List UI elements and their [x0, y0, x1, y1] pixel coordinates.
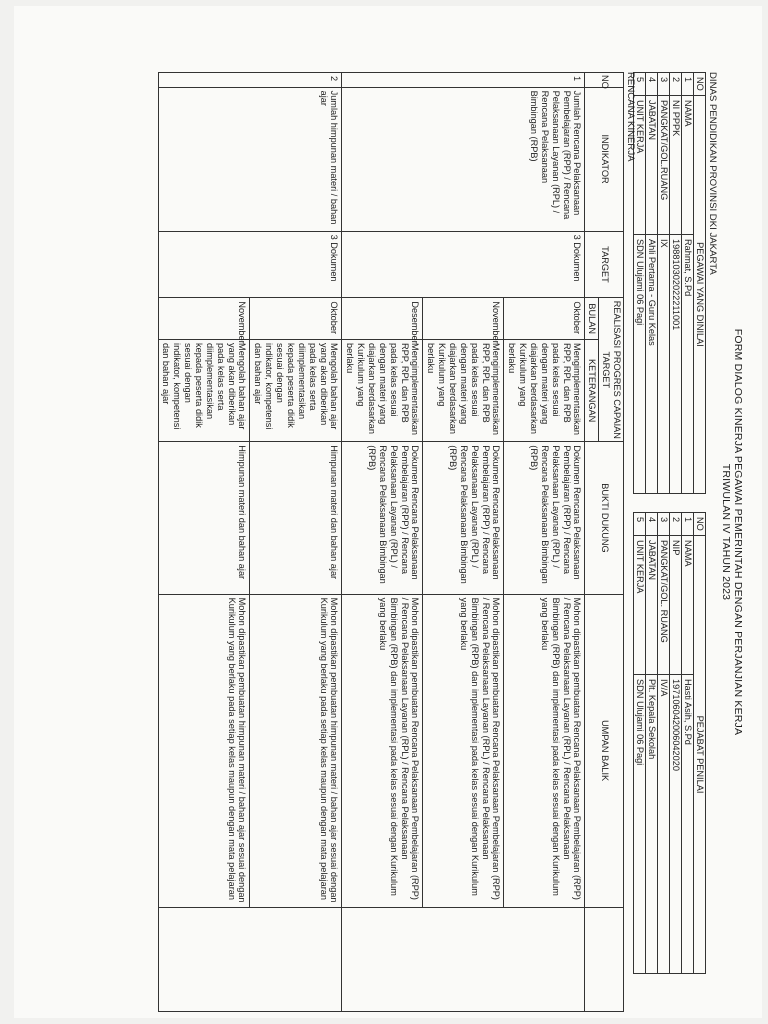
assessor-row-no: 3	[658, 513, 670, 536]
employee-row-no: 1	[682, 73, 694, 96]
row-bukti: Himpunan materi dan bahan ajar	[158, 442, 250, 594]
row-blank	[342, 907, 585, 1011]
employee-row-label: NAMA	[682, 96, 694, 235]
assessor-row-value: IV/A	[658, 675, 670, 974]
table-row	[504, 73, 585, 1012]
employee-row-value: 198810302022211001	[670, 235, 682, 494]
assessor-identity-table	[633, 512, 706, 974]
row-indikator: Jumlah himpunan materi / bahan ajar	[158, 87, 342, 231]
employee-row	[670, 73, 682, 494]
row-umpan: Mohon dipastikan pembuatan himpunan materi / bahan ajar sesuai dengan Kurikulum yang berlaku pada setiap kelas maupun dengan mata pelajaran	[250, 594, 342, 907]
employee-row-label: NI PPPK	[670, 96, 682, 235]
employee-row-no: 5	[634, 73, 646, 96]
agency-name: DINAS PENDIDIKAN PROVINSI DKI JAKARTA	[707, 72, 718, 275]
row-bukti: Himpunan materi dan bahan ajar	[250, 442, 342, 594]
rotated-form-page	[54, 52, 744, 1012]
assessor-row	[634, 513, 646, 974]
employee-row-no: 2	[670, 73, 682, 96]
assessor-row-label: JABATAN	[646, 536, 658, 675]
employee-row	[658, 73, 670, 494]
assessor-header-row	[694, 513, 706, 974]
assessor-row-label: PANGKAT/GOL. RUANG	[658, 536, 670, 675]
employee-header-no: NO	[694, 73, 706, 96]
assessor-row-no: 1	[682, 513, 694, 536]
scanned-paper	[14, 6, 762, 1018]
row-no: 2	[158, 73, 342, 88]
employee-row-value: Ahli Pertama - Guru Kelas	[646, 235, 658, 494]
row-umpan: Mohon dipastikan pembuatan Rencana Pelaksanaan Pembelajaran (RPP) / Rencana Pelaksanaan Layanan (RPL) / Rencana Pelaksanaan Bimbingan (RPB) dan implementasi pada kelas sesuai dengan Kurikulum yang berlaku	[504, 594, 585, 907]
section-title: RENCANA KINERJA	[625, 72, 636, 162]
row-keterangan: Mengimplementasikan RPP, RPL dan RPB pada kelas sesuai dengan materi yang diajarkan berdasarkan Kurikulum yang berlaku	[504, 340, 585, 442]
row-target: 3 Dokumen	[342, 231, 585, 298]
employee-row-label: PANGKAT/GOL.RUANG	[658, 96, 670, 235]
assessor-row	[658, 513, 670, 974]
assessor-row	[646, 513, 658, 974]
row-bukti: Dokumen Rencana Pelaksanaan Pembelajaran (RPP) / Rencana Pelaksanaan Layanan (RPL) / Rencana Pelaksanaan Bimbingan (RPB)	[504, 442, 585, 594]
row-bulan: Oktober	[504, 298, 585, 340]
form-title-line1: FORM DIALOG KINERJA PEGAWAI PEMERINTAH DENGAN PERJANJIAN KERJA	[732, 328, 744, 736]
row-keterangan: Mengimplementasikan RPP, RPL dan RPB pada kelas sesuai dengan materi yang diajarkan berdasarkan Kurikulum yang berlaku	[342, 340, 423, 442]
assessor-header: PEJABAT PENILAI	[694, 536, 706, 974]
assessor-row-value: SDN Ulujami 06 Pagi	[634, 675, 646, 974]
row-keterangan: Mengolah bahan ajar yang akan diberikan pada kelas serta diimplementasikan kepada peserta didik sesuai dengan indikator, kompetensi dan bahan ajar	[250, 340, 342, 442]
table-row	[250, 73, 342, 1012]
assessor-row-label: NAMA	[682, 536, 694, 675]
row-bulan: November	[423, 298, 504, 340]
form-title	[719, 52, 744, 1012]
employee-row	[682, 73, 694, 494]
performance-table	[158, 72, 624, 1012]
header-no: NO	[585, 73, 624, 88]
assessor-row-value: Hasti Asih, S.Pd	[682, 675, 694, 974]
employee-row-no: 4	[646, 73, 658, 96]
row-bukti: Dokumen Rencana Pelaksanaan Pembelajaran (RPP) / Rencana Pelaksanaan Layanan (RPL) / Rencana Pelaksanaan Bimbingan (RPB)	[423, 442, 504, 594]
row-keterangan: Mengimplementasikan RPP, RPL dan RPB pada kelas sesuai dengan materi yang diajarkan berdasarkan Kurikulum yang berlaku	[423, 340, 504, 442]
header-bulan: BULAN	[585, 298, 599, 340]
header-target: TARGET	[585, 231, 624, 298]
employee-row	[646, 73, 658, 494]
row-target: 3 Dokumen	[158, 231, 342, 298]
assessor-row-no: 2	[670, 513, 682, 536]
employee-row-value: SDN Ulujami 06 Pagi	[634, 235, 646, 494]
employee-header-row	[694, 73, 706, 494]
row-umpan: Mohon dipastikan pembuatan himpunan materi / bahan ajar sesuai dengan Kurikulum yang berlaku pada setiap kelas maupun dengan mata pelajaran	[158, 594, 250, 907]
assessor-header-no: NO	[694, 513, 706, 536]
employee-row-label: JABATAN	[646, 96, 658, 235]
assessor-row-label: NIP	[670, 536, 682, 675]
assessor-row-label: UNIT KERJA	[634, 536, 646, 675]
employee-row-value: Rahmat, S.Pd	[682, 235, 694, 494]
assessor-row-no: 5	[634, 513, 646, 536]
header-bukti: BUKTI DUKUNG	[585, 442, 624, 594]
row-no: 1	[342, 73, 585, 88]
row-umpan: Mohon dipastikan pembuatan Rencana Pelaksanaan Pembelajaran (RPP) / Rencana Pelaksanaan Layanan (RPL) / Rencana Pelaksanaan Bimbingan (RPB) dan implementasi pada kelas sesuai dengan Kurikulum yang berlaku	[423, 594, 504, 907]
assessor-row	[670, 513, 682, 974]
row-bukti: Dokumen Rencana Pelaksanaan Pembelajaran (RPP) / Rencana Pelaksanaan Layanan (RPL) / Rencana Pelaksanaan Bimbingan (RPB)	[342, 442, 423, 594]
header-keterangan: KETERANGAN	[585, 340, 599, 442]
assessor-row-value: 197106042006042020	[670, 675, 682, 974]
assessor-row-value: Plt. Kepala Sekolah	[646, 675, 658, 974]
employee-header: PEGAWAI YANG DINILAI	[694, 96, 706, 494]
assessor-row	[682, 513, 694, 974]
row-indikator: Jumlah Rencana Pelaksanaan Pembelajaran (RPP) / Rencana Pelaksanaan Layanan (RPL) / Rencana Pelaksanaan Bimbingan (RPB)	[342, 87, 585, 231]
employee-row-label: UNIT KERJA	[634, 96, 646, 235]
row-bulan: November	[158, 298, 250, 340]
table-header-row	[599, 73, 624, 1012]
header-indikator: INDIKATOR	[585, 87, 624, 231]
header-blank	[585, 907, 624, 1011]
row-umpan: Mohon dipastikan pembuatan Rencana Pelaksanaan Pembelajaran (RPP) / Rencana Pelaksanaan Layanan (RPL) / Rencana Pelaksanaan Bimbingan (RPB) dan implementasi pada kelas sesuai dengan Kurikulum yang berlaku	[342, 594, 423, 907]
employee-identity-table	[633, 72, 706, 494]
employee-row-value: IX	[658, 235, 670, 494]
header-umpan: UMPAN BALIK	[585, 594, 624, 907]
header-realisasi: REALISASI PROGRES CAPAIAN TARGET	[599, 298, 624, 442]
assessor-row-no: 4	[646, 513, 658, 536]
row-blank	[158, 907, 342, 1011]
form-title-line2: TRIWULAN IV TAHUN 2023	[719, 463, 732, 601]
employee-row-no: 3	[658, 73, 670, 96]
row-bulan: Oktober	[250, 298, 342, 340]
row-bulan: Desember	[342, 298, 423, 340]
row-keterangan: Mengolah bahan ajar yang akan diberikan pada kelas serta diimplementasikan kepada peserta didik sesuai dengan indikator, kompetensi dan bahan ajar	[158, 340, 250, 442]
